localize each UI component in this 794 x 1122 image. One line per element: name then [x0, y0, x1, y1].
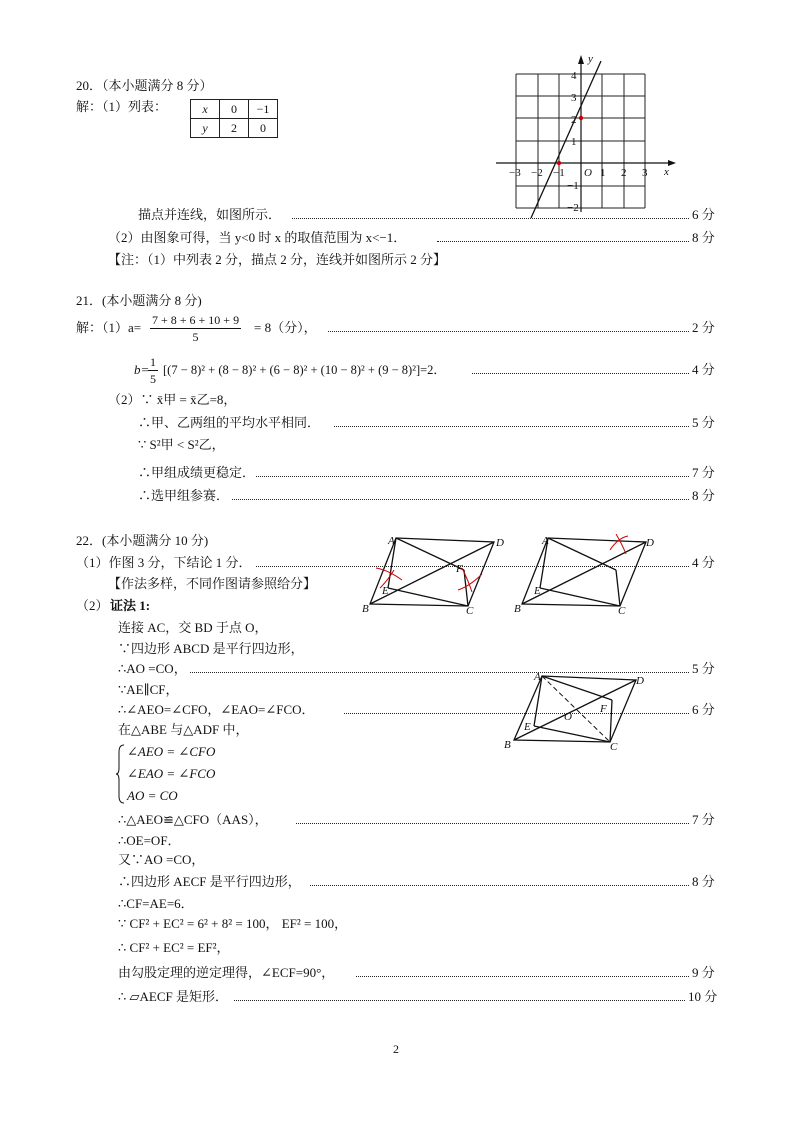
proof-line: ∴ CF² + EC² = EF²，: [118, 940, 230, 955]
leader-dots: [334, 426, 689, 427]
score: 8 分: [692, 874, 715, 889]
score: 6 分: [692, 702, 715, 717]
table-cell: x: [191, 100, 220, 119]
score: 5 分: [692, 661, 715, 676]
leader-dots: [328, 331, 689, 332]
x-tick: 1: [600, 167, 606, 179]
score: 4 分: [692, 362, 715, 377]
score: 4 分: [692, 555, 715, 570]
y-axis-label: y: [588, 53, 593, 65]
score: 8 分: [692, 230, 715, 245]
score: 7 分: [692, 812, 715, 827]
proof-line: 由勾股定理的逆定理得，∠ECF=90°，: [118, 965, 335, 980]
a-fraction: [150, 312, 241, 345]
proof-line: 连接 AC，交 BD 于点 O，: [118, 620, 268, 635]
y-tick: −1: [567, 180, 579, 192]
system-equation: ∠AEO = ∠CFO: [127, 744, 216, 759]
q20-coordinate-graph: [490, 52, 680, 222]
score: 8 分: [692, 488, 715, 503]
leader-dots: [234, 1000, 685, 1001]
a-result: = 8（分），: [254, 320, 317, 335]
q22-part1-note: 【作法多样，不同作图请参照给分】: [108, 576, 317, 591]
q20-solution-label: 解：（1）列表：: [76, 99, 168, 114]
function-line: [531, 61, 601, 218]
label-F: F: [600, 703, 607, 715]
x-tick: −1: [553, 167, 565, 179]
proof-line: ∴OE=OF．: [118, 833, 181, 848]
a-numerator: 7 + 8 + 6 + 10 + 9: [152, 313, 240, 327]
leader-dots: [190, 672, 689, 673]
table-cell: −1: [249, 100, 278, 119]
score: 2 分: [692, 320, 715, 335]
y-tick: 1: [571, 136, 577, 148]
system-equation: ∠EAO = ∠FCO: [127, 766, 216, 781]
leader-dots: [292, 218, 689, 219]
label-D: D: [646, 537, 654, 549]
label-B: B: [504, 739, 511, 751]
proof-line: ∴AO =CO，: [118, 661, 187, 676]
system-brace: [116, 744, 126, 804]
system-equation: AO = CO: [127, 788, 178, 803]
q21-part2-line3: ∵ S²甲 < S²乙，: [138, 437, 225, 452]
score: 5 分: [692, 415, 715, 430]
label-D: D: [636, 675, 644, 687]
table-cell: 2: [220, 119, 249, 138]
proof-line: ∴CF=AE=6．: [118, 896, 194, 911]
score: 9 分: [692, 965, 715, 980]
q20-heading: 20．（本小题满分 8 分）: [76, 78, 213, 93]
page-number: 2: [393, 1042, 399, 1056]
x-tick: −2: [531, 167, 543, 179]
label-C: C: [618, 605, 626, 616]
proof-line: ∵四边形 ABCD 是平行四边形，: [118, 641, 304, 656]
q21-part2-line2: ∴甲、乙两组的平均水平相同．: [138, 415, 321, 430]
q22-heading: 22．(本小题满分 10 分): [76, 533, 209, 548]
label-C: C: [610, 741, 618, 753]
label-E: E: [534, 585, 541, 597]
leader-dots: [356, 976, 689, 977]
x-tick: 2: [621, 167, 627, 179]
q22-part2-label: （2）: [76, 598, 109, 613]
q22-figure-3: [500, 668, 660, 754]
q21-part2-line4: ∴甲组成绩更稳定．: [138, 465, 256, 480]
y-tick: 3: [571, 92, 577, 104]
leader-dots: [232, 499, 689, 500]
b-fraction: [148, 354, 158, 387]
label-B: B: [362, 603, 369, 615]
proof-line: ∴四边形 AECF 是平行四边形，: [118, 874, 301, 889]
proof-line: ∵ CF² + EC² = 6² + 8² = 100， EF² = 100，: [118, 916, 348, 931]
proof-line: ∵AE∥CF，: [118, 682, 179, 697]
q20-value-table: [190, 99, 278, 138]
score: 10 分: [688, 989, 718, 1004]
label-B: B: [514, 603, 521, 615]
origin-label: O: [584, 167, 592, 179]
proof-line: 又∵AO =CO，: [118, 852, 205, 867]
proof-line: ∴ ▱AECF 是矩形．: [118, 989, 228, 1004]
q21-solution-label: 解：（1）a=: [76, 320, 142, 335]
proof-label: 证法 1:: [110, 598, 151, 613]
q20-line2: （2）由图象可得，当 y<0 时 x 的取值范围为 x<−1．: [108, 230, 407, 245]
b-numerator: 1: [150, 355, 156, 369]
leader-dots: [296, 823, 689, 824]
proof-line: ∴△AEO≌△CFO（AAS），: [118, 812, 268, 827]
proof-line: ∴∠AEO=∠CFO，∠EAO=∠FCO．: [118, 702, 315, 717]
label-F: F: [456, 563, 463, 575]
a-denominator: 5: [192, 330, 199, 344]
label-A: A: [542, 535, 549, 547]
b-prefix: b=: [134, 362, 150, 377]
label-A: A: [534, 671, 541, 683]
point-0-2: [579, 116, 583, 120]
b-denominator: 5: [150, 372, 156, 386]
y-tick: 2: [571, 114, 577, 126]
leader-dots: [437, 241, 689, 242]
x-tick: −3: [509, 167, 521, 179]
x-tick: 3: [642, 167, 648, 179]
leader-dots: [472, 373, 689, 374]
label-E: E: [524, 721, 531, 733]
q20-note: 【注：（1）中列表 2 分，描点 2 分，连线并如图所示 2 分】: [108, 252, 447, 267]
label-A: A: [388, 535, 395, 547]
leader-dots: [256, 476, 689, 477]
q21-heading: 21．(本小题满分 8 分): [76, 293, 202, 308]
score: 7 分: [692, 465, 715, 480]
x-axis-label: x: [664, 166, 669, 178]
q20-line1: 描点并连线，如图所示．: [138, 207, 282, 222]
y-tick: 4: [571, 70, 577, 82]
q21-part2-line1: （2）∵ x̄甲 = x̄乙=8，: [108, 392, 237, 407]
score: 6 分: [692, 207, 715, 222]
q22-part1: （1）作图 3 分，下结论 1 分．: [76, 555, 252, 570]
label-D: D: [496, 537, 504, 549]
proof-line: 在△ABE 与△ADF 中，: [118, 722, 249, 737]
point-neg1-0: [557, 161, 561, 165]
label-C: C: [466, 605, 474, 616]
table-cell: y: [191, 119, 220, 138]
leader-dots: [310, 885, 689, 886]
q22-figure-1: [358, 530, 508, 616]
label-O: O: [564, 711, 572, 723]
q21-part2-line5: ∴选甲组参赛．: [138, 488, 230, 503]
label-E: E: [382, 585, 389, 597]
table-cell: 0: [220, 100, 249, 119]
q22-figure-2: [510, 530, 660, 616]
leader-dots: [344, 713, 689, 714]
b-body: [(7 − 8)² + (8 − 8)² + (6 − 8)² + (10 − 8)² + (9 − 8)²]=2．: [163, 363, 446, 377]
y-tick: −2: [567, 202, 579, 214]
table-cell: 0: [249, 119, 278, 138]
